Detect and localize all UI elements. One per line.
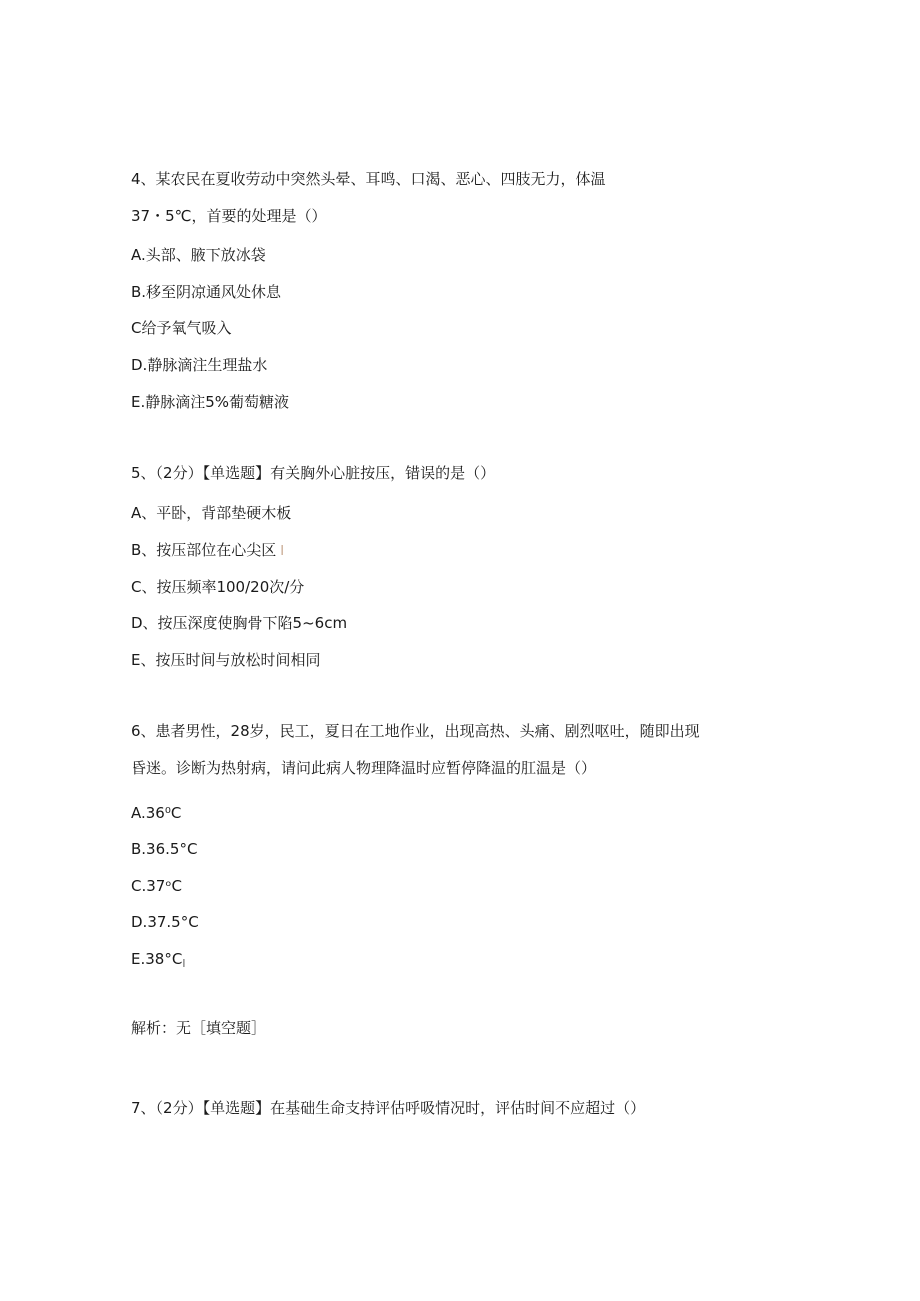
q4-option-e: E.静脉滴注5%葡萄糖液	[131, 393, 290, 411]
q6-option-a: A.36⁰C	[131, 804, 182, 822]
q5-option-c: C、按压频率100/20次/分	[131, 578, 305, 596]
q5-option-d: D、按压深度使胸骨下陷5~6cm	[131, 614, 348, 632]
q4-option-b: B.移至阴凉通风处休息	[131, 283, 282, 301]
mark-tick: I	[280, 544, 285, 559]
q5-option-b: B、按压部位在心尖区	[131, 541, 277, 559]
q7-stem: 7、（2分）【单选题】在基础生命支持评估呼吸情况时，评估时间不应超过（）	[131, 1099, 646, 1117]
q4-option-d: D.静脉滴注生理盐水	[131, 356, 268, 374]
q4-stem-line-2: 37・5℃，首要的处理是（）	[131, 207, 327, 225]
q6-option-e: E.38°C	[131, 950, 183, 968]
q4-option-a: A.头部、腋下放冰袋	[131, 246, 266, 264]
q5-option-a: A、平卧，背部垫硬木板	[131, 504, 292, 522]
q6-stem-line-1: 6、患者男性，28岁，民工，夏日在工地作业，出现高热、头痛、剧烈呕吐，随即出现	[131, 722, 700, 740]
q5-stem: 5、（2分）【单选题】有关胸外心脏按压，错误的是（）	[131, 464, 496, 482]
q5-option-b-row	[131, 540, 284, 562]
q6-option-c: C.37ᵒC	[131, 877, 183, 895]
q6-option-d: D.37.5°C	[131, 913, 199, 931]
q4-option-c: C给予氧气吸入	[131, 319, 232, 337]
q5-option-e: E、按压时间与放松时间相同	[131, 651, 321, 669]
q6-option-e-row	[131, 949, 185, 974]
q6-option-b: B.36.5°C	[131, 840, 198, 858]
q4-stem-line-1: 4、某农民在夏收劳动中突然头晕、耳鸣、口渴、恶心、四肢无力，体温	[131, 170, 606, 188]
q6-stem-line-2: 昏迷。诊断为热射病，请问此病人物理降温时应暂停降温的肛温是（）	[131, 759, 597, 777]
mark-tick: l	[182, 957, 186, 970]
q6-analysis: 解析：无［填空题］	[131, 1019, 267, 1037]
